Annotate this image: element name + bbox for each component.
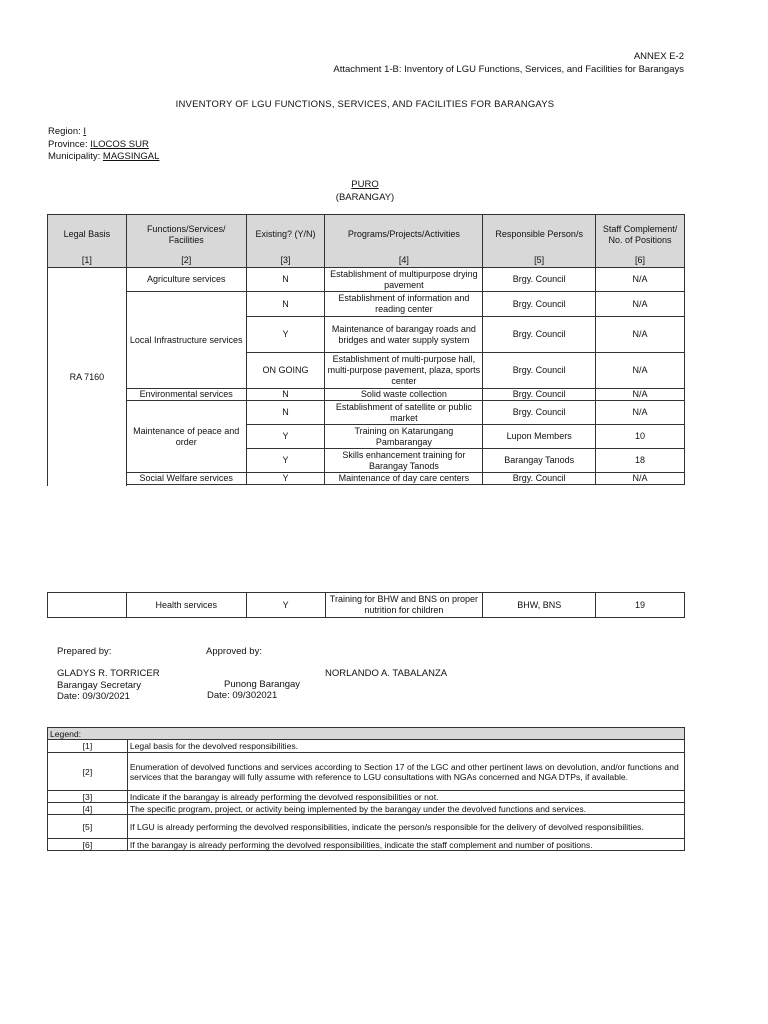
- approver-name: NORLANDO A. TABALANZA: [325, 668, 448, 679]
- program-cell: Establishment of multipurpose drying pavement: [325, 268, 483, 292]
- table-spacer-row: [48, 485, 685, 487]
- table-row: [48, 473, 685, 485]
- table-row: [48, 389, 685, 401]
- person-cell: Brgy. Council: [483, 389, 596, 401]
- person-cell: Brgy. Council: [483, 353, 596, 389]
- program-cell: Maintenance of day care centers: [325, 473, 483, 485]
- legend-text: If LGU is already performing the devolved responsibilities, indicate the person/s responsible for the delivery of devolved responsibilities.: [127, 815, 684, 839]
- legend-text: Enumeration of devolved functions and services according to Section 17 of the LGC and other pertinent laws on devolution, and/or functions and services that the barangay will fully assume with reference to LGU consultations with NGAs concerned and NGA DTPs, if available.: [127, 753, 684, 791]
- province-value: ILOCOS SUR: [90, 138, 149, 150]
- inventory-table-continued: [47, 592, 685, 618]
- function-cell: Environmental services: [126, 389, 246, 401]
- table-row: [48, 593, 685, 618]
- header-number-row: [48, 255, 685, 268]
- person-cell: Brgy. Council: [483, 268, 596, 292]
- existing-cell: Y: [246, 449, 325, 473]
- header-legal-basis: Legal Basis: [48, 215, 127, 255]
- program-cell: Solid waste collection: [325, 389, 483, 401]
- staff-cell: N/A: [596, 292, 685, 317]
- municipality-value: MAGSINGAL: [102, 151, 160, 162]
- legend-key: [6]: [48, 839, 128, 851]
- legend-row: [48, 740, 685, 753]
- staff-cell: N/A: [596, 389, 685, 401]
- table-row: [48, 292, 685, 317]
- barangay-block: [265, 179, 465, 204]
- legend-row: [48, 815, 685, 839]
- program-cell: Maintenance of barangay roads and bridges and water supply system: [325, 317, 483, 353]
- attachment-label: Attachment 1-B: Inventory of LGU Functions, Services, and Facilities for Barangays: [333, 64, 684, 75]
- program-cell: Establishment of information and reading center: [325, 292, 483, 317]
- location-block: [48, 126, 159, 164]
- legal-basis-cell: RA 7160: [48, 268, 127, 487]
- person-cell: Brgy. Council: [483, 401, 596, 425]
- function-cell: Health services: [126, 593, 246, 618]
- municipality-label: Municipality:: [48, 151, 101, 162]
- header-responsible: Responsible Person/s: [483, 215, 596, 255]
- staff-cell: N/A: [596, 473, 685, 485]
- function-cell: Maintenance of peace and order: [126, 401, 246, 473]
- annex-label: ANNEX E-2: [633, 51, 684, 62]
- program-cell: Training on Katarungang Pambarangay: [325, 425, 483, 449]
- staff-cell: 19: [596, 593, 685, 618]
- existing-cell: N: [246, 292, 325, 317]
- region-value: I: [83, 126, 87, 137]
- existing-cell: N: [246, 401, 325, 425]
- existing-cell: ON GOING: [246, 353, 325, 389]
- legend-text: Legal basis for the devolved responsibilities.: [127, 740, 684, 753]
- legend-text: If the barangay is already performing the devolved responsibilities, indicate the staff complement and number of positions.: [127, 839, 684, 851]
- staff-cell: 10: [596, 425, 685, 449]
- function-cell: Social Welfare services: [126, 473, 246, 485]
- legend-key: [2]: [48, 753, 128, 791]
- existing-cell: N: [246, 389, 325, 401]
- barangay-caption: (BARANGAY): [335, 191, 395, 203]
- person-cell: Lupon Members: [483, 425, 596, 449]
- person-cell: BHW, BNS: [483, 593, 596, 618]
- legend-header-row: [48, 728, 685, 740]
- preparer-position: Barangay Secretary: [57, 679, 141, 691]
- staff-cell: N/A: [596, 317, 685, 353]
- legal-basis-cell-empty: [48, 593, 127, 618]
- header-existing: Existing? (Y/N): [246, 215, 325, 255]
- function-cell: Agriculture services: [126, 268, 246, 292]
- program-cell: Skills enhancement training for Barangay Tanods: [325, 449, 483, 473]
- header-programs: Programs/Projects/Activities: [325, 215, 483, 255]
- existing-cell: Y: [246, 317, 325, 353]
- person-cell: Brgy. Council: [483, 473, 596, 485]
- legend-text: The specific program, project, or activity being implemented by the barangay under the devolved functions and services.: [127, 803, 684, 815]
- existing-cell: Y: [246, 593, 325, 618]
- legend-title: Legend:: [48, 728, 685, 740]
- province-label: Province:: [48, 138, 88, 150]
- person-cell: Brgy. Council: [483, 317, 596, 353]
- header-number: [6]: [596, 255, 685, 268]
- legend-row: [48, 839, 685, 851]
- header-functions: Functions/Services/ Facilities: [126, 215, 246, 255]
- preparer-name: GLADYS R. TORRICER: [57, 668, 160, 679]
- table-row: [48, 268, 685, 292]
- legend-table: [47, 727, 685, 851]
- preparer-date: Date: 09/30/2021: [57, 691, 130, 702]
- program-cell: Training for BHW and BNS on proper nutrition for children: [325, 593, 483, 618]
- legend-row: [48, 803, 685, 815]
- existing-cell: Y: [246, 425, 325, 449]
- program-cell: Establishment of satellite or public market: [325, 401, 483, 425]
- staff-cell: N/A: [596, 353, 685, 389]
- person-cell: Brgy. Council: [483, 292, 596, 317]
- existing-cell: N: [246, 268, 325, 292]
- header-staff: Staff Complement/ No. of Positions: [596, 215, 685, 255]
- preparer-block: [57, 668, 160, 703]
- function-cell: Local Infrastructure services: [126, 292, 246, 389]
- program-cell: Establishment of multi-purpose hall, multi-purpose pavement, plaza, sports center: [325, 353, 483, 389]
- person-cell: Barangay Tanods: [483, 449, 596, 473]
- inventory-table: [47, 214, 685, 486]
- table-row: [48, 401, 685, 425]
- staff-cell: 18: [596, 449, 685, 473]
- legend-key: [3]: [48, 791, 128, 803]
- document-title: INVENTORY OF LGU FUNCTIONS, SERVICES, AND FACILITIES FOR BARANGAYS: [175, 99, 555, 110]
- legend-key: [1]: [48, 740, 128, 753]
- barangay-name: PURO: [351, 179, 379, 190]
- staff-cell: N/A: [596, 401, 685, 425]
- region-label: Region:: [48, 126, 81, 137]
- legend-text: Indicate if the barangay is already performing the devolved responsibilities or not.: [127, 791, 684, 803]
- header-number: [5]: [483, 255, 596, 268]
- existing-cell: Y: [246, 473, 325, 485]
- staff-cell: N/A: [596, 268, 685, 292]
- header-number: [4]: [325, 255, 483, 268]
- legend-key: [5]: [48, 815, 128, 839]
- header-number: [2]: [126, 255, 246, 268]
- legend-key: [4]: [48, 803, 128, 815]
- legend-row: [48, 753, 685, 791]
- header-number: [3]: [246, 255, 325, 268]
- header-number: [1]: [48, 255, 127, 268]
- legend-row: [48, 791, 685, 803]
- header-row: [48, 215, 685, 255]
- approver-position: Punong Barangay: [224, 679, 301, 690]
- approved-by-label: Approved by:: [206, 646, 262, 657]
- prepared-by-label: Prepared by:: [57, 646, 112, 657]
- approver-date: Date: 09/302021: [207, 690, 278, 701]
